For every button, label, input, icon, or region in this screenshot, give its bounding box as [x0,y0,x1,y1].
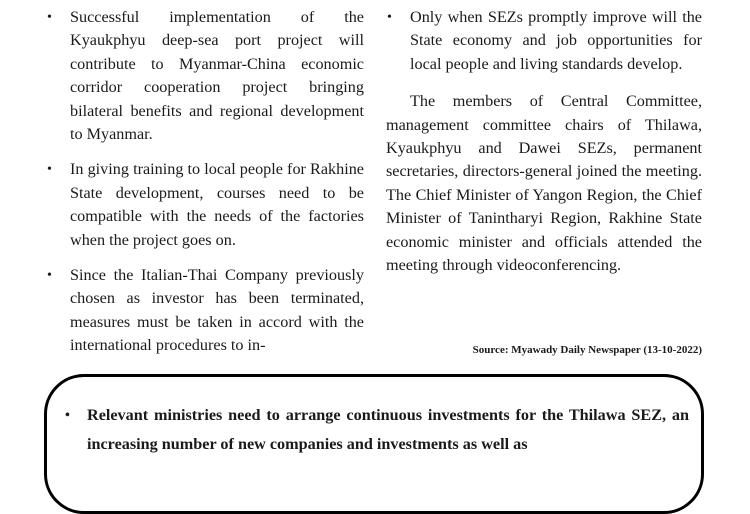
list-item-text: Successful implementation of the Kyaukphyu deep-sea port project will contribute to Myanmar-China economic corridor cooperation project bringing bilateral benefits and regional development to Myanmar. [70,8,364,144]
list-item-text: Relevant ministries need to arrange continuous investments for the Thilawa SEZ, an increasing number of new companies and investments as well as [87,406,689,453]
list-item [46,264,364,358]
bullet-icon: • [65,408,70,423]
body-paragraph: The members of Central Committee, management committee chairs of Thilawa, Kyaukphyu and Dawei SEZs, permanent secretaries, directors-general joined the meeting. The Chief Minister of Yangon Region, the Chief Minister of Tanintharyi Region, Rakhine State economic minister and officials attended the meeting through videoconferencing. [386,92,702,275]
list-item-text: Since the Italian-Thai Company previously chosen as investor has been terminated, measures must be taken in accord with the international procedures to in- [70,266,364,355]
list-item [46,158,364,252]
list-item-text: Only when SEZs promptly improve will the State economy and job opportunities for local people and living standards develop. [410,8,702,73]
bullet-icon: • [47,268,52,284]
highlight-box [44,374,704,514]
list-item [65,401,689,459]
bullet-icon: • [47,10,52,25]
left-column [46,0,364,370]
right-column [386,0,702,277]
source-citation: Source: Myawady Daily Newspaper (13-10-2022) [472,344,702,356]
highlight-bullet-list [65,401,689,459]
list-item-text: In giving training to local people for Rakhine State development, courses need to be compatible with the needs of the factories when the project goes on. [70,160,364,249]
bullet-icon: • [47,162,52,178]
right-bullet-list [386,6,702,76]
bullet-icon: • [387,10,392,25]
list-item [386,6,702,76]
left-bullet-list [46,6,364,358]
list-item [46,6,364,146]
